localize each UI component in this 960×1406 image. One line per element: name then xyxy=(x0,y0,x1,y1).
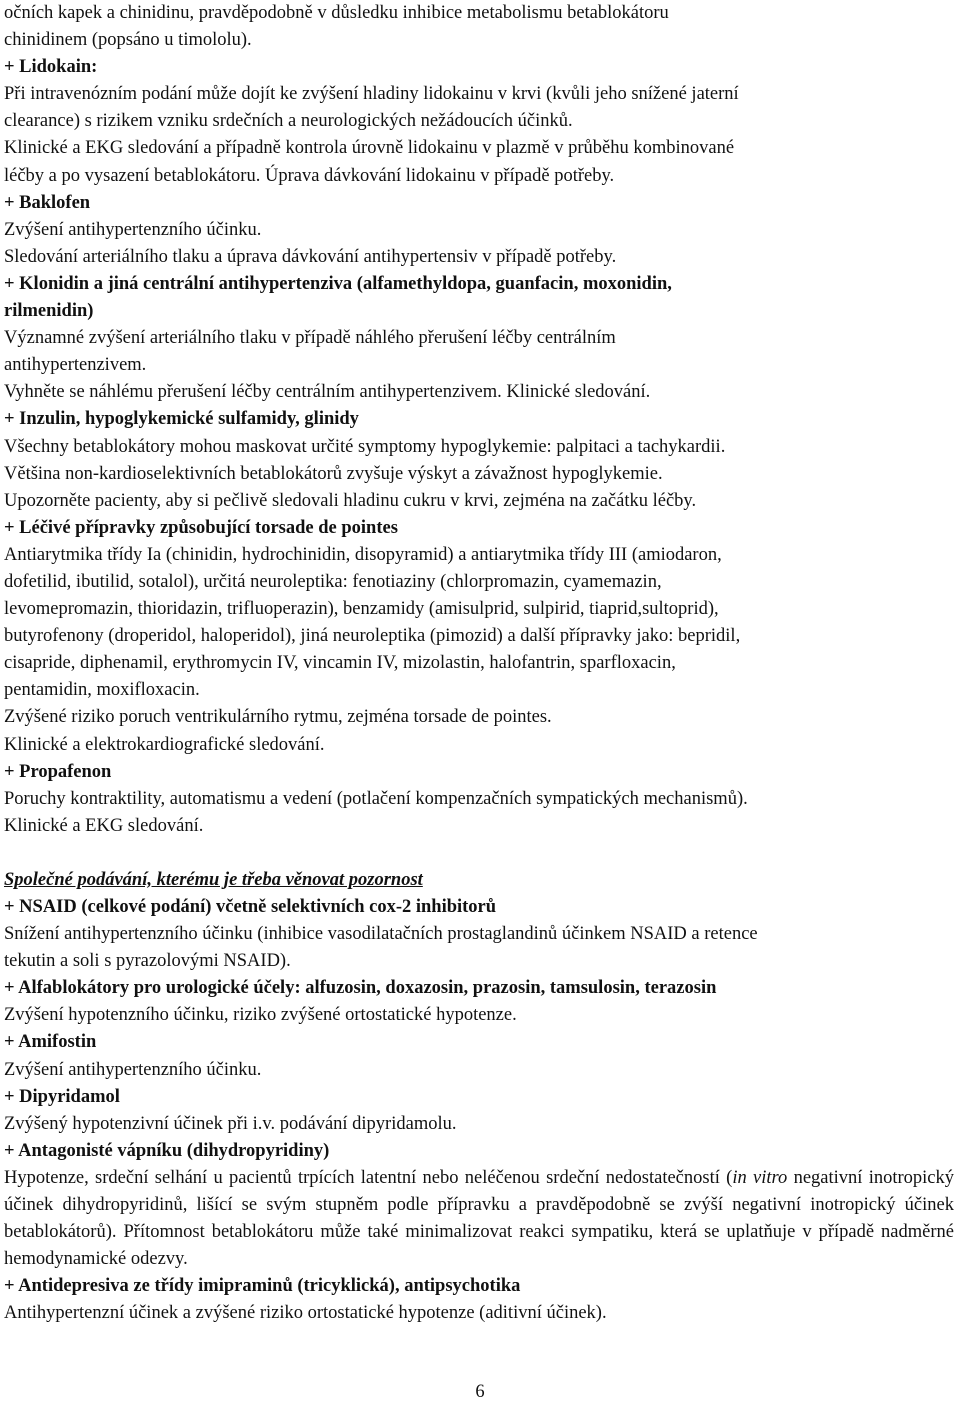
body-text-line: Klinické a elektrokardiografické sledování. xyxy=(4,734,325,755)
body-text-line: antihypertenzivem. xyxy=(4,355,147,376)
lidokain-heading: + Lidokain: xyxy=(4,57,98,78)
body-text-line: Poruchy kontraktility, automatismu a vedení (potlačení kompenzačních sympatických mechanismů). xyxy=(4,788,748,809)
alfablokatory-heading: + Alfablokátory pro urologické účely: alfuzosin, doxazosin, prazosin, tamsulosin, terazosin xyxy=(4,978,717,999)
body-text-line: očních kapek a chinidinu, pravděpodobně v důsledku inhibice metabolismu betablokátoru xyxy=(4,3,669,23)
amifostin-heading: + Amifostin xyxy=(4,1032,97,1053)
body-text-line: Antihypertenzní účinek a zvýšené riziko ortostatické hypotenze (aditivní účinek). xyxy=(4,1303,607,1324)
body-text-line: Upozorněte pacienty, aby si pečlivě sledovali hladinu cukru v krvi, zejména na začátku léčby. xyxy=(4,490,697,511)
body-text-line: Při intravenózním podání může dojít ke zvýšení hladiny lidokainu v krvi (kvůli jeho snížené jaterní xyxy=(4,84,739,105)
body-text-line: levomepromazin, thioridazin, trifluoperazin), benzamidy (amisulprid, sulpirid, tiaprid,sultoprid), xyxy=(4,599,719,620)
body-text-line: Všechny betablokátory mohou maskovat určité symptomy hypoglykemie: palpitaci a tachykardii. xyxy=(4,436,726,457)
body-text-line: Snížení antihypertenzního účinku (inhibice vasodilatačních prostaglandinů účinkem NSAID a retence xyxy=(4,924,758,945)
body-text-line: butyrofenony (droperidol, haloperidol), jiná neuroleptika (pimozid) a další přípravky jako: bepridil, xyxy=(4,626,741,647)
body-text-line: Zvýšení hypotenzního účinku, riziko zvýšené ortostatické hypotenze. xyxy=(4,1005,517,1026)
body-text-line: Klinické a EKG sledování. xyxy=(4,815,204,836)
antagoniste-heading: + Antagonisté vápníku (dihydropyridiny) xyxy=(4,1140,330,1161)
body-text-line: tekutin a soli s pyrazolovými NSAID). xyxy=(4,951,291,972)
paragraph-text: negativní inotropický účinek dihydropyridinů, lišící se svým stupněm podle přípravku a pravděpodobně se zvýší negativní inotropický účinek betablokátorů). Přítomnost betablokátoru může také minimalizovat reakci sympatiku, která se uplatňuje v případě nadměrné hemodynamické odezvy. xyxy=(4,1167,955,1270)
propafenon-heading: + Propafenon xyxy=(4,761,112,782)
dipyridamol-heading: + Dipyridamol xyxy=(4,1086,120,1107)
antidepresiva-heading: + Antidepresiva ze třídy imipraminů (tricyklická), antipsychotika xyxy=(4,1276,521,1297)
paragraph-text: Hypotenze, srdeční selhání u pacientů trpících latentní nebo neléčenou srdeční nedostatečností ( xyxy=(4,1167,733,1188)
body-text-line: Zvýšení antihypertenzního účinku. xyxy=(4,1059,262,1080)
torsade-heading: + Léčivé přípravky způsobující torsade de pointes xyxy=(4,517,398,538)
body-text-line: Zvýšení antihypertenzního účinku. xyxy=(4,219,262,240)
body-text-line: Většina non-kardioselektivních betablokátorů zvyšuje výskyt a závažnost hypoglykemie. xyxy=(4,463,663,484)
body-text-line: clearance) s rizikem vzniku srdečních a neurologických nežádoucích účinků. xyxy=(4,111,573,132)
body-text-line: Zvýšené riziko poruch ventrikulárního rytmu, zejména torsade de pointes. xyxy=(4,707,552,728)
body-text-line: Klinické a EKG sledování a případně kontrola úrovně lidokainu v plazmě v průběhu kombinované xyxy=(4,138,735,159)
inzulin-heading: + Inzulin, hypoglykemické sulfamidy, glinidy xyxy=(4,409,359,430)
klonidin-heading: + Klonidin a jiná centrální antihypertenziva (alfamethyldopa, guanfacin, moxonidin, xyxy=(4,273,672,294)
section-spacer xyxy=(4,840,954,867)
klonidin-heading: rilmenidin) xyxy=(4,301,94,322)
body-text-line: dofetilid, ibutilid, sotalol), určitá neuroleptika: fenotiaziny (chlorpromazin, cyamemazin, xyxy=(4,571,662,592)
body-text-line: léčby a po vysazení betablokátoru. Úprava dávkování lidokainu v případě potřeby. xyxy=(4,165,615,186)
body-text-line: Antiarytmika třídy Ia (chinidin, hydrochinidin, disopyramid) a antiarytmika třídy III (amiodaron, xyxy=(4,544,722,565)
body-text-line: Významné zvýšení arteriálního tlaku v případě náhlého přerušení léčby centrálním xyxy=(4,328,616,349)
section-title: Společné podávání, kterému je třeba věnovat pozornost xyxy=(4,869,423,890)
antagoniste-paragraph xyxy=(4,1165,954,1273)
page-number: 6 xyxy=(475,1382,485,1402)
body-text-line: cisapride, diphenamil, erythromycin IV, vincamin IV, mizolastin, halofantrin, sparfloxacin, xyxy=(4,653,676,674)
body-text-line: pentamidin, moxifloxacin. xyxy=(4,680,200,701)
italic-term: in vitro xyxy=(732,1167,788,1188)
body-text-line: Zvýšený hypotenzivní účinek při i.v. podávání dipyridamolu. xyxy=(4,1113,457,1134)
body-text-line: Vyhněte se náhlému přerušení léčby centrálním antihypertenzivem. Klinické sledování. xyxy=(4,382,651,403)
baklofen-heading: + Baklofen xyxy=(4,192,91,213)
body-text-line: Sledování arteriálního tlaku a úprava dávkování antihypertensiv v případě potřeby. xyxy=(4,246,617,267)
document-page xyxy=(4,0,954,1328)
nsaid-heading: + NSAID (celkové podání) včetně selektivních cox-2 inhibitorů xyxy=(4,897,497,917)
body-text-line: chinidinem (popsáno u timololu). xyxy=(4,30,252,51)
